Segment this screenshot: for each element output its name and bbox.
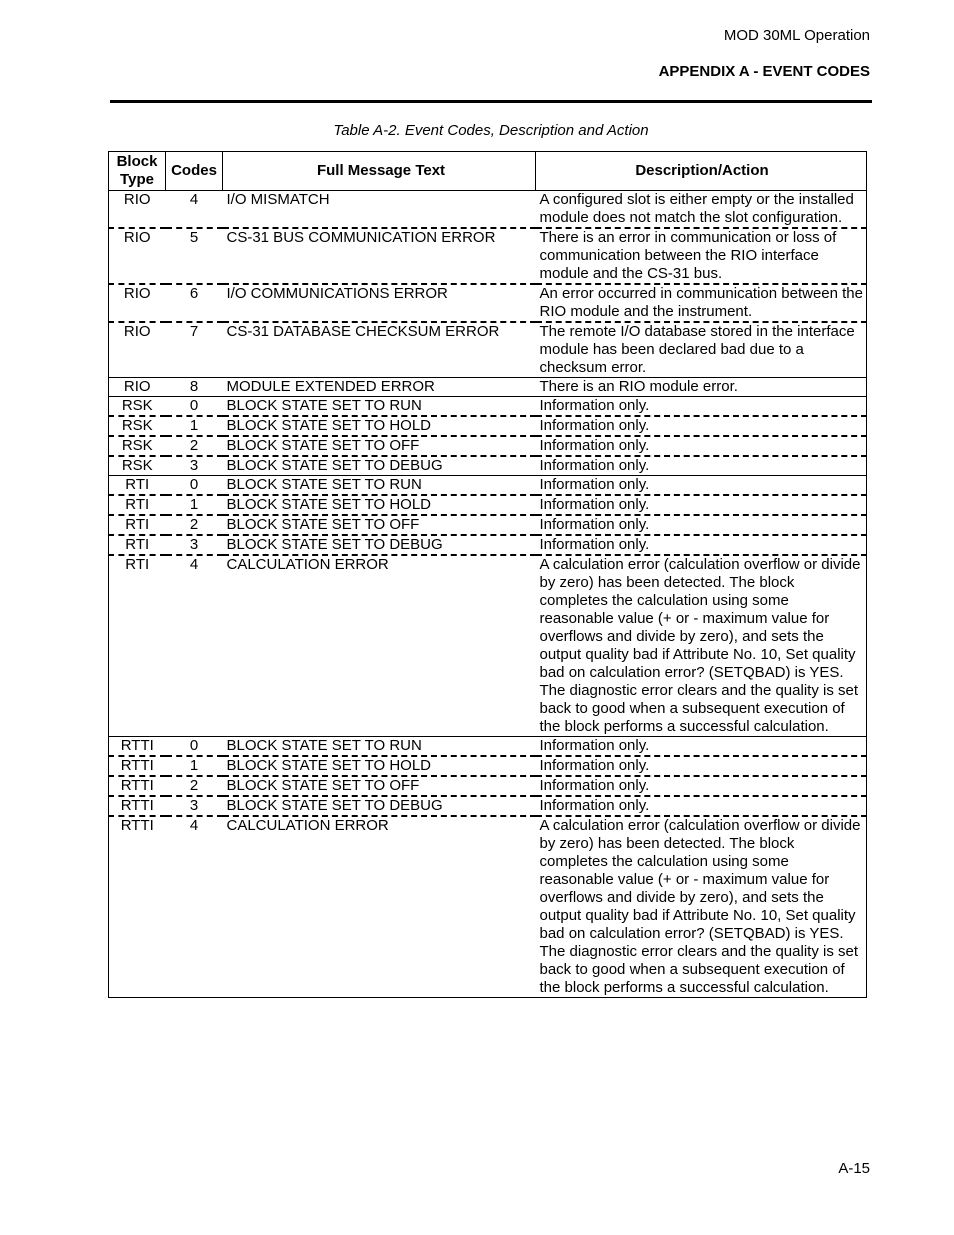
code-cell: 2 [166, 515, 223, 535]
code-cell: 0 [166, 476, 223, 496]
column-header-block-type: Block Type [109, 152, 166, 191]
description-cell: The remote I/O database stored in the interface module has been declared bad due to a checksum error. [536, 322, 867, 378]
table-row [109, 416, 867, 436]
code-cell: 0 [166, 737, 223, 757]
table-row [109, 555, 867, 737]
description-cell: Information only. [536, 515, 867, 535]
description-cell: An error occurred in communication between the RIO module and the instrument. [536, 284, 867, 322]
block-type-cell: RIO [109, 191, 166, 229]
message-cell: BLOCK STATE SET TO HOLD [223, 495, 536, 515]
description-cell: Information only. [536, 776, 867, 796]
message-cell: BLOCK STATE SET TO HOLD [223, 756, 536, 776]
table-row [109, 515, 867, 535]
description-cell: Information only. [536, 416, 867, 436]
code-cell: 2 [166, 436, 223, 456]
table-row [109, 228, 867, 284]
description-cell: A calculation error (calculation overflow or divide by zero) has been detected. The block completes the calculation using some reasonable value (+ or - maximum value for overflows and divide by zero), and sets the output quality bad if Attribute No. 10, Set quality bad on calculation error? (SETQBAD) is YES. The diagnostic error clears and the quality is set back to good when a subsequent execution of the block performs a successful calculation. [536, 555, 867, 737]
table-row [109, 535, 867, 555]
code-cell: 3 [166, 535, 223, 555]
description-cell: Information only. [536, 796, 867, 816]
table-row [109, 456, 867, 476]
table-header-row [109, 152, 867, 191]
code-cell: 3 [166, 456, 223, 476]
table-row [109, 322, 867, 378]
block-type-cell: RTI [109, 476, 166, 496]
table-row [109, 397, 867, 417]
table-row [109, 796, 867, 816]
table-row [109, 495, 867, 515]
block-type-cell: RSK [109, 397, 166, 417]
table-caption: Table A-2. Event Codes, Description and Action [333, 122, 649, 139]
block-type-cell: RSK [109, 416, 166, 436]
message-cell: BLOCK STATE SET TO OFF [223, 776, 536, 796]
block-type-cell: RSK [109, 436, 166, 456]
header-rule [110, 100, 872, 103]
code-cell: 0 [166, 397, 223, 417]
message-cell: MODULE EXTENDED ERROR [223, 378, 536, 397]
message-cell: BLOCK STATE SET TO DEBUG [223, 796, 536, 816]
code-cell: 6 [166, 284, 223, 322]
description-cell: Information only. [536, 535, 867, 555]
block-type-cell: RTTI [109, 756, 166, 776]
table-row [109, 737, 867, 757]
message-cell: BLOCK STATE SET TO RUN [223, 737, 536, 757]
message-cell: CALCULATION ERROR [223, 555, 536, 737]
message-cell: I/O COMMUNICATIONS ERROR [223, 284, 536, 322]
block-type-cell: RTI [109, 535, 166, 555]
page-number: A-15 [838, 1160, 870, 1177]
block-type-cell: RSK [109, 456, 166, 476]
block-type-cell: RTTI [109, 816, 166, 998]
column-header-description: Description/Action [536, 152, 867, 191]
message-cell: BLOCK STATE SET TO RUN [223, 476, 536, 496]
description-cell: Information only. [536, 436, 867, 456]
message-cell: CS-31 DATABASE CHECKSUM ERROR [223, 322, 536, 378]
code-cell: 4 [166, 555, 223, 737]
table-row [109, 756, 867, 776]
code-cell: 1 [166, 495, 223, 515]
description-cell: A configured slot is either empty or the installed module does not match the slot configuration. [536, 191, 867, 229]
code-cell: 7 [166, 322, 223, 378]
message-cell: BLOCK STATE SET TO DEBUG [223, 456, 536, 476]
code-cell: 4 [166, 816, 223, 998]
code-cell: 4 [166, 191, 223, 229]
description-cell: Information only. [536, 756, 867, 776]
description-cell: Information only. [536, 397, 867, 417]
table-row [109, 378, 867, 397]
block-type-cell: RTTI [109, 737, 166, 757]
column-header-message: Full Message Text [223, 152, 536, 191]
block-type-cell: RTI [109, 555, 166, 737]
code-cell: 1 [166, 416, 223, 436]
block-type-cell: RIO [109, 228, 166, 284]
description-cell: Information only. [536, 737, 867, 757]
description-cell: A calculation error (calculation overflow or divide by zero) has been detected. The block completes the calculation using some reasonable value (+ or - maximum value for overflows and divide by zero), and sets the output quality bad if Attribute No. 10, Set quality bad on calculation error? (SETQBAD) is YES. The diagnostic error clears and the quality is set back to good when a subsequent execution of the block performs a successful calculation. [536, 816, 867, 998]
document-title: MOD 30ML Operation [723, 27, 870, 44]
description-cell: There is an error in communication or loss of communication between the RIO interface module and the CS-31 bus. [536, 228, 867, 284]
table-row [109, 284, 867, 322]
block-type-cell: RTTI [109, 776, 166, 796]
block-type-cell: RTI [109, 515, 166, 535]
block-type-cell: RIO [109, 322, 166, 378]
description-cell: Information only. [536, 476, 867, 496]
message-cell: BLOCK STATE SET TO HOLD [223, 416, 536, 436]
message-cell: BLOCK STATE SET TO RUN [223, 397, 536, 417]
table-row [109, 476, 867, 496]
code-cell: 8 [166, 378, 223, 397]
message-cell: BLOCK STATE SET TO OFF [223, 436, 536, 456]
block-type-cell: RTTI [109, 796, 166, 816]
code-cell: 5 [166, 228, 223, 284]
block-type-cell: RIO [109, 378, 166, 397]
description-cell: Information only. [536, 456, 867, 476]
table-row [109, 191, 867, 229]
description-cell: There is an RIO module error. [536, 378, 867, 397]
column-header-codes: Codes [166, 152, 223, 191]
description-cell: Information only. [536, 495, 867, 515]
block-type-cell: RTI [109, 495, 166, 515]
table-body [109, 191, 867, 998]
section-title: APPENDIX A - EVENT CODES [658, 63, 870, 80]
message-cell: CALCULATION ERROR [223, 816, 536, 998]
code-cell: 3 [166, 796, 223, 816]
message-cell: CS-31 BUS COMMUNICATION ERROR [223, 228, 536, 284]
code-cell: 1 [166, 756, 223, 776]
table-row [109, 436, 867, 456]
block-type-cell: RIO [109, 284, 166, 322]
message-cell: I/O MISMATCH [223, 191, 536, 229]
message-cell: BLOCK STATE SET TO OFF [223, 515, 536, 535]
table-row [109, 816, 867, 998]
code-cell: 2 [166, 776, 223, 796]
table-row [109, 776, 867, 796]
event-codes-table [108, 151, 867, 998]
message-cell: BLOCK STATE SET TO DEBUG [223, 535, 536, 555]
